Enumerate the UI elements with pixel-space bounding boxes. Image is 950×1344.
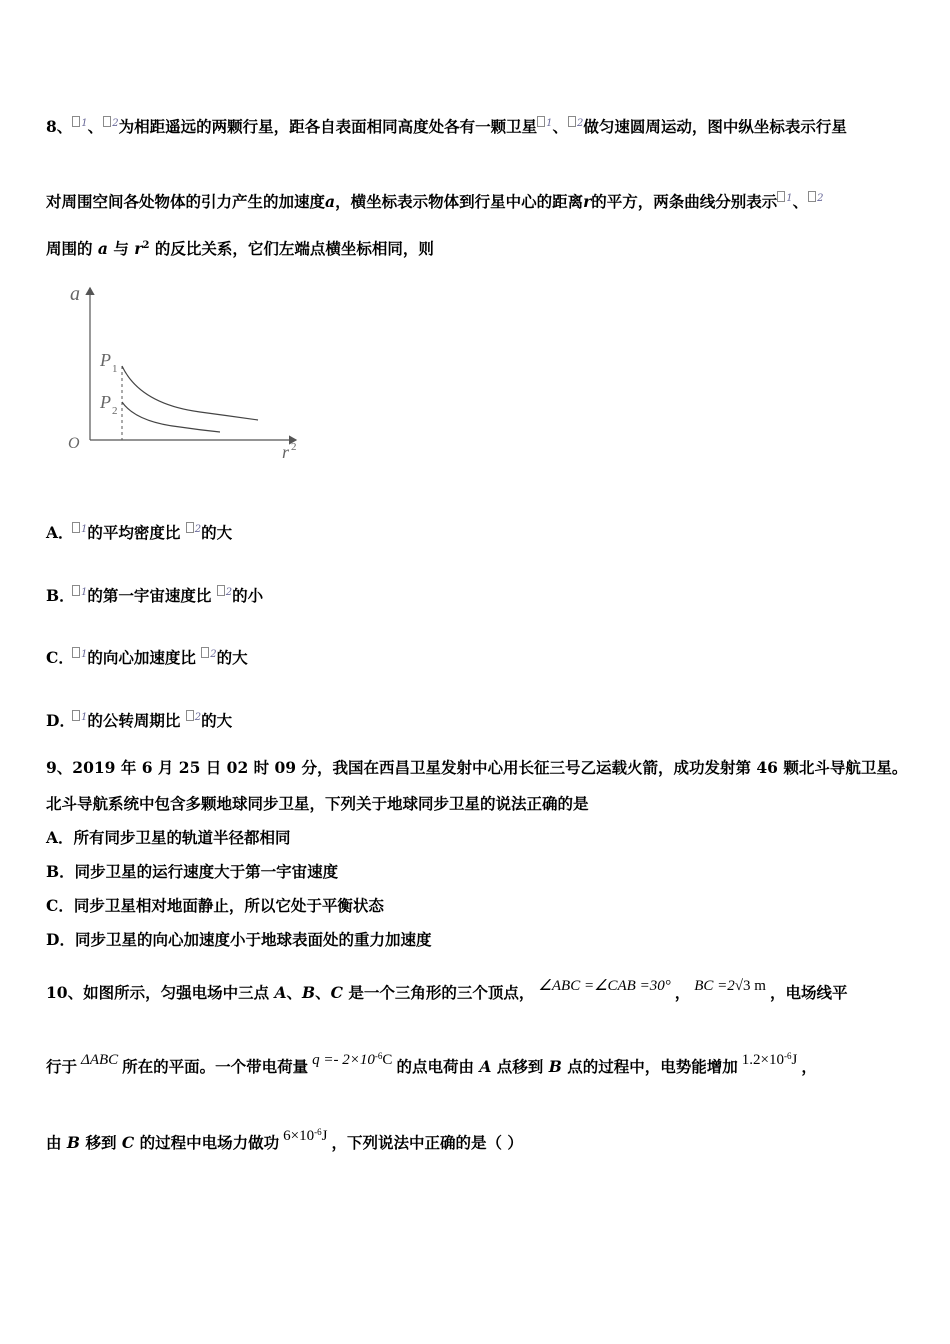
origin-label: O	[68, 435, 80, 452]
q9-option-b: B．同步卫星的运行速度大于第一宇宙速度	[46, 862, 339, 881]
q9-option-d: D．同步卫星的向心加速度小于地球表面处的重力加速度	[46, 930, 432, 949]
label-p2-sub: 2	[112, 405, 118, 417]
work-formula: $6\times 10^{-6}J$	[283, 1127, 328, 1144]
q8-option-a: A． 1的平均密度比 2的大	[46, 520, 910, 543]
q8-option-c: C． 1的向心加速度比 2的大	[46, 645, 910, 668]
placeholder-s2-icon: 2	[201, 645, 216, 665]
label-p1: P	[100, 350, 111, 370]
q9-stem-line-2: 北斗导航系统中包含多颗地球同步卫星，下列关于地球同步卫星的说法正确的是	[46, 794, 589, 813]
energy-formula: $1.2\times 10^{-6}J$	[741, 1051, 798, 1068]
curve-p2	[122, 402, 220, 432]
triangle-formula: ΔABC	[81, 1052, 119, 1068]
placeholder-p1-icon: 1	[72, 114, 87, 134]
placeholder-p1-icon: 1	[777, 189, 792, 209]
q8-option-b: B． 1的第一宇宙速度比 2的小	[46, 583, 910, 606]
q8-line-3: 周围的 a 与 $r^2$ 的反比关系，它们左端点横坐标相同，则	[46, 239, 434, 258]
placeholder-s1-icon: 1	[72, 645, 87, 665]
q10-line-3: 由 B 移到 C 的过程中电场力做功 $6\times 10^{-6}J$ ，下列说法中正确的是（ ）	[46, 1127, 523, 1152]
axis-x-exponent: 2	[291, 441, 297, 453]
q10-line-1: 10、如图所示，匀强电场中三点 A、B、C 是一个三角形的三个顶点， ∠ABC =∠CAB =30° ， BC =2√3 m ，电场线平	[46, 978, 848, 1002]
acceleration-vs-r-squared-figure	[60, 282, 310, 462]
curve-p1	[122, 366, 258, 420]
placeholder-s1-icon: 1	[72, 583, 87, 603]
placeholder-p2-icon: 2	[103, 114, 118, 134]
q8-option-d: D． 1的公转周期比 2的大	[46, 708, 910, 731]
q10-line-2: 行于 ΔABC 所在的平面。一个带电荷量 $q =- 2\times 10^{-6}C$ 的点电荷由 A 点移到 B 点的过程中，电势能增加 $1.2\times 10^{-6}J$ ，	[46, 1051, 817, 1076]
placeholder-s1-icon: 1	[537, 114, 552, 134]
angle-formula: ∠ABC =∠CAB =30°	[538, 978, 671, 994]
label-p2: P	[100, 392, 111, 412]
q9-option-c: C．同步卫星相对地面静止，所以它处于平衡状态	[46, 896, 384, 915]
placeholder-s1-icon: 1	[72, 708, 87, 728]
label-p1-sub: 1	[112, 363, 118, 375]
charge-formula: $q =- 2\times 10^{-6}C$	[312, 1051, 393, 1068]
q9-stem-line-1: 9、2019 年 6 月 25 日 02 时 09 分，我国在西昌卫星发射中心用长征三号乙运载火箭，成功发射第 46 颗北斗导航卫星。	[46, 758, 908, 777]
placeholder-s2-icon: 2	[568, 114, 583, 134]
axis-y-label: a	[70, 283, 80, 305]
placeholder-s2-icon: 2	[217, 583, 232, 603]
bc-length-formula: BC =2√3 m	[694, 978, 766, 994]
placeholder-p2-icon: 2	[186, 520, 201, 540]
placeholder-p2-icon: 2	[808, 189, 823, 209]
q8-line-2: 对周围空间各处物体的引力产生的加速度a，横坐标表示物体到行星中心的距离r的平方，两条曲线分别表示 1、 2	[46, 189, 910, 212]
q9-option-a: A．所有同步卫星的轨道半径都相同	[46, 828, 291, 847]
axis-x-label: r	[282, 442, 290, 462]
placeholder-s2-icon: 2	[186, 708, 201, 728]
placeholder-p1-icon: 1	[72, 520, 87, 540]
q8-line-1: 8、 1、 2为相距遥远的两颗行星，距各自表面相同高度处各有一颗卫星 1、 2做匀速圆周运动，图中纵坐标表示行星	[46, 114, 910, 137]
